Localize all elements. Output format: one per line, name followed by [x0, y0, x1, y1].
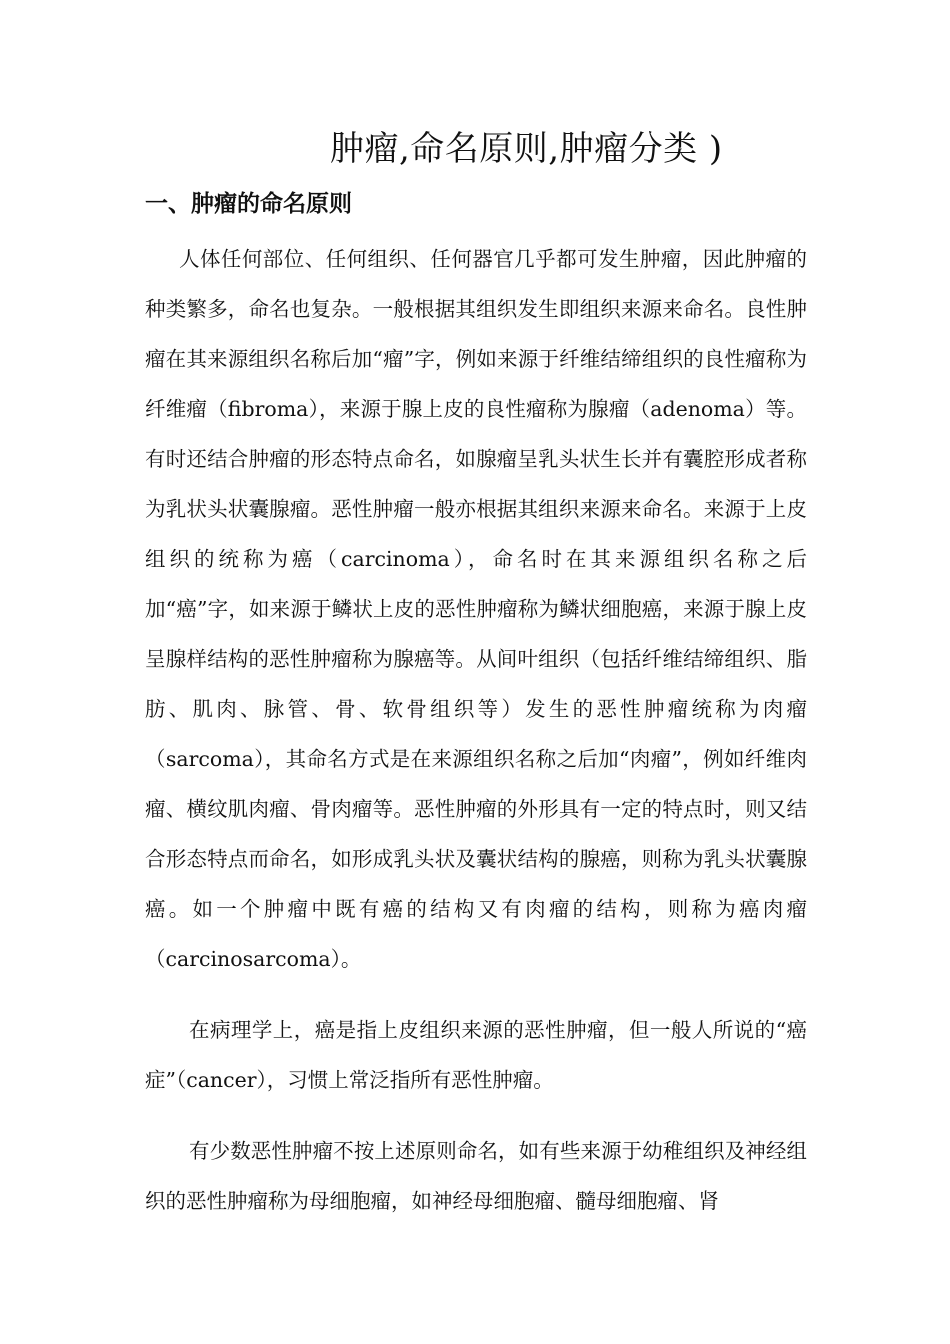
paragraph-naming-principles: 人体任何部位、任何组织、任何器官几乎都可发生肿瘤，因此肿瘤的种类繁多，命名也复杂。一般根据其组织发生即组织来源来命名。良性肿瘤在其来源组织名称后加“瘤”字，例如来源于纤维结缔组织的良性瘤称为纤维瘤（fibroma），来源于腺上皮的良性瘤称为腺瘤（adenoma）等。有时还结合肿瘤的形态特点命名，如腺瘤呈乳头状生长并有囊腔形成者称为乳状头状囊腺瘤。恶性肿瘤一般亦根据其组织来源来命名。来源于上皮组织的统称为癌（carcinoma），命名时在其来源组织名称之后加“癌”字，如来源于鳞状上皮的恶性肿瘤称为鳞状细胞癌，来源于腺上皮呈腺样结构的恶性肿瘤称为腺癌等。从间叶组织（包括纤维结缔组织、脂肪、肌肉、脉管、骨、软骨组织等）发生的恶性肿瘤统称为肉瘤（sarcoma），其命名方式是在来源组织名称之后加“肉瘤”，例如纤维肉瘤、横纹肌肉瘤、骨肉瘤等。恶性肿瘤的外形具有一定的特点时，则又结合形态特点而命名，如形成乳头状及囊状结构的腺癌，则称为乳头状囊腺癌。如一个肿瘤中既有癌的结构又有肉瘤的结构，则称为癌肉瘤（carcinosarcoma）。 — [145, 247, 807, 971]
document-title: 肿瘤,命名原则,肿瘤分类 ) — [330, 128, 723, 169]
paragraph-exceptions: 有少数恶性肿瘤不按上述原则命名，如有些来源于幼稚组织及神经组织的恶性肿瘤称为母细胞瘤，如神经母细胞瘤、髓母细胞瘤、肾 — [145, 1139, 807, 1213]
paragraph-cancer-definition: 在病理学上，癌是指上皮组织来源的恶性肿瘤，但一般人所说的“癌症”（cancer），习惯上常泛指所有恶性肿瘤。 — [145, 1018, 807, 1092]
section-heading: 一、肿瘤的命名原则 — [145, 190, 352, 218]
